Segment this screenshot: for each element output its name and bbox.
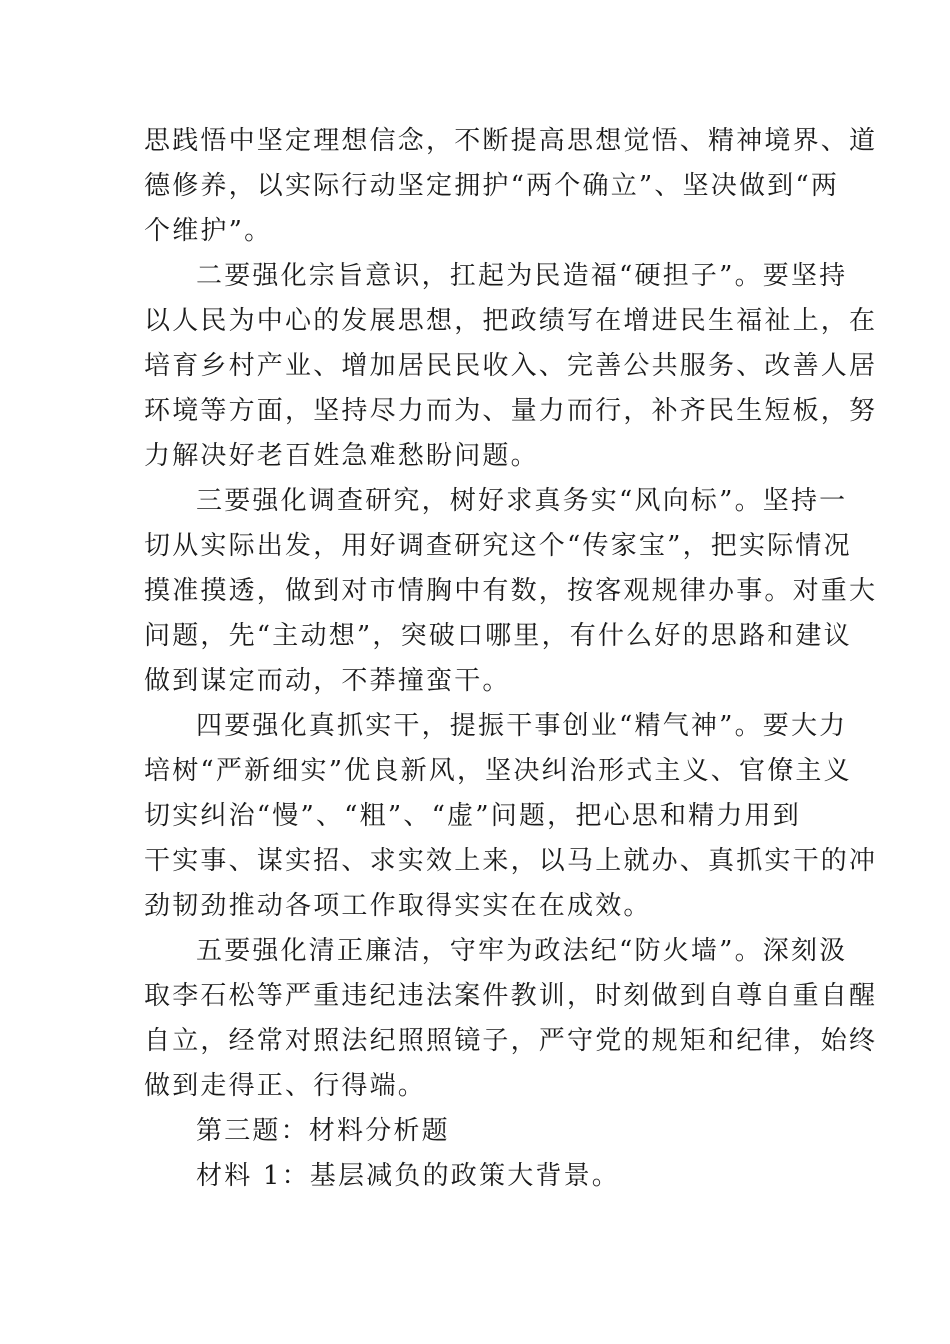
paragraph-line: 自立，经常对照法纪照照镜子，严守党的规矩和纪律，始终 xyxy=(144,1026,878,1056)
material-heading: 材料 1：基层减负的政策大背景。 xyxy=(196,1161,621,1191)
paragraph-line: 思践悟中坚定理想信念，不断提高思想觉悟、精神境界、道 xyxy=(144,126,878,156)
paragraph-line: 切从实际出发，用好调查研究这个“传家宝”，把实际情况 xyxy=(144,531,852,561)
paragraph-line: 问题，先“主动想”，突破口哪里，有什么好的思路和建议 xyxy=(144,621,852,651)
paragraph-line: 摸准摸透，做到对市情胸中有数，按客观规律办事。对重大 xyxy=(144,576,878,606)
paragraph-line: 劲韧劲推动各项工作取得实实在在成效。 xyxy=(144,891,652,921)
paragraph-line: 干实事、谋实招、求实效上来，以马上就办、真抓实干的冲 xyxy=(144,846,878,876)
paragraph-line: 做到走得正、行得端。 xyxy=(144,1071,427,1101)
paragraph-line: 四要强化真抓实干，提振干事创业“精气神”。要大力 xyxy=(196,711,848,741)
paragraph-line: 个维护”。 xyxy=(144,216,273,246)
paragraph-line: 三要强化调查研究，树好求真务实“风向标”。坚持一 xyxy=(196,486,848,516)
paragraph-line: 二要强化宗旨意识，扛起为民造福“硬担子”。要坚持 xyxy=(196,261,848,291)
paragraph-line: 力解决好老百姓急难愁盼问题。 xyxy=(144,441,539,471)
paragraph-line: 培育乡村产业、增加居民民收入、完善公共服务、改善人居 xyxy=(144,351,878,381)
paragraph-line: 德修养，以实际行动坚定拥护“两个确立”、坚决做到“两 xyxy=(144,171,840,201)
paragraph-line: 做到谋定而动，不莽撞蛮干。 xyxy=(144,666,511,696)
section-heading: 第三题：材料分析题 xyxy=(196,1116,450,1146)
paragraph-line: 切实纠治“慢”、“粗”、“虚”问题，把心思和精力用到 xyxy=(144,801,801,831)
paragraph-line: 培树“严新细实”优良新风，坚决纠治形式主义、官僚主义 xyxy=(144,756,852,786)
paragraph-line: 取李石松等严重违纪违法案件教训，时刻做到自尊自重自醒 xyxy=(144,981,878,1011)
paragraph-line: 五要强化清正廉洁，守牢为政法纪“防火墙”。深刻汲 xyxy=(196,936,848,966)
paragraph-line: 环境等方面，坚持尽力而为、量力而行，补齐民生短板，努 xyxy=(144,396,878,426)
paragraph-line: 以人民为中心的发展思想，把政绩写在增进民生福祉上，在 xyxy=(144,306,878,336)
